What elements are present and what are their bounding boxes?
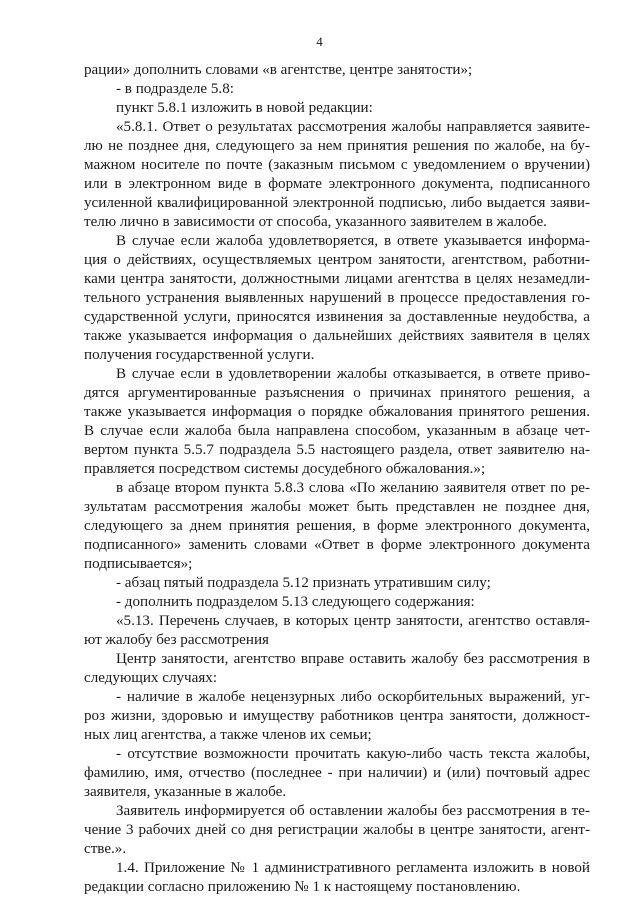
text-line: зультатам рассмотрения жалобы может быть представлен не позднее дня, (84, 499, 590, 515)
text-line: сударственной услуги, приносятся извинения за доставленные неудобства, а (84, 309, 590, 325)
text-line: Заявитель информируется об оставлении жалобы без рассмотрения в те- (116, 803, 590, 819)
text-line: подписывается»; (84, 556, 193, 572)
page-number: 4 (316, 34, 323, 49)
text-line: усиленной квалифицированной электронной подписью, либо выдается заяви- (84, 195, 590, 211)
text-line: - отсутствие возможности прочитать какую-либо часть текста жалобы, (116, 746, 590, 762)
text-line: рации» дополнить словами «в агентстве, центре занятости»; (84, 62, 473, 78)
text-line: правляется посредством системы досудебного обжалования.»; (84, 461, 486, 477)
text-line: «5.13. Перечень случаев, в которых центр занятости, агентство оставля- (116, 613, 590, 629)
document-body (84, 61, 590, 897)
text-line: фамилию, имя, отчество (последнее - при наличии) и (или) почтовый адрес (84, 765, 590, 781)
text-line: «5.8.1. Ответ о результатах рассмотрения жалобы направляется заявите- (116, 119, 590, 135)
text-line: мажном носителе по почте (заказным письмом с уведомлением о вручении) (84, 157, 590, 173)
text-line: также указывается информация о порядке обжалования принятого решения. (84, 404, 590, 420)
text-line: вертом пункта 5.5.7 подраздела 5.5 настоящего раздела, ответ заявителю на- (84, 442, 590, 458)
text-line: в абзаце втором пункта 5.8.3 слова «По желанию заявителя ответ по ре- (116, 480, 590, 496)
text-line: или в электронном виде в формате электронного документа, подписанного (84, 176, 590, 192)
text-line: роз жизни, здоровью и имуществу работников центра занятости, должност- (84, 708, 590, 724)
text-line: следующего за днем принятия решения, в форме электронного документа, (84, 518, 590, 534)
text-line: - дополнить подразделом 5.13 следующего содержания: (116, 594, 475, 610)
text-line: тельного устранения выявленных нарушений в процессе предоставления го- (84, 290, 590, 306)
text-line: В случае если жалоба была направлена способом, указанным в абзаце чет- (84, 423, 590, 439)
text-line: телю лично в зависимости от способа, указанного заявителем в жалобе. (84, 214, 547, 230)
text-line: Центр занятости, агентство вправе оставить жалобу без рассмотрения в (116, 651, 590, 667)
text-line: получения государственной услуги. (84, 347, 315, 363)
text-line: подписанного» заменить словами «Ответ в форме электронного документа (84, 537, 590, 553)
text-line: стве.». (84, 841, 127, 857)
text-line: - в подразделе 5.8: (116, 81, 234, 97)
text-line: 1.4. Приложение № 1 административного регламента изложить в новой (116, 860, 590, 876)
text-line: дятся аргументированные разъяснения о причинах принятого решения, а (84, 385, 590, 401)
text-line: В случае если жалоба удовлетворяется, в ответе указывается информа- (116, 233, 590, 249)
text-line: - наличие в жалобе нецензурных либо оскорбительных выражений, уг- (116, 689, 590, 705)
text-line: ками центра занятости, должностными лицами агентства в целях незамедли- (84, 271, 590, 287)
text-line: ция о действиях, осуществляемых центром занятости, агентством, работни- (84, 252, 590, 268)
text-line: заявителя, указанные в жалобе. (84, 784, 287, 800)
text-line: также указывается информация о дальнейших действиях заявителя в целях (84, 328, 590, 344)
text-line: В случае если в удовлетворении жалобы отказывается, в ответе приво- (116, 366, 590, 382)
text-line: - абзац пятый подраздела 5.12 признать утратившим силу; (116, 575, 491, 591)
text-line: лю не позднее дня, следующего за нем принятия решения по жалобе, на бу- (84, 138, 590, 154)
text-line: пункт 5.8.1 изложить в новой редакции: (116, 100, 373, 116)
text-line: редакции согласно приложению № 1 к настоящему постановлению. (84, 879, 521, 895)
text-line: ных лиц агентства, а также членов их семьи; (84, 727, 372, 743)
text-line: чение 3 рабочих дней со дня регистрации жалобы в центре занятости, агент- (84, 822, 590, 838)
text-line: следующих случаях: (84, 670, 218, 686)
text-line: ют жалобу без рассмотрения (84, 632, 269, 648)
